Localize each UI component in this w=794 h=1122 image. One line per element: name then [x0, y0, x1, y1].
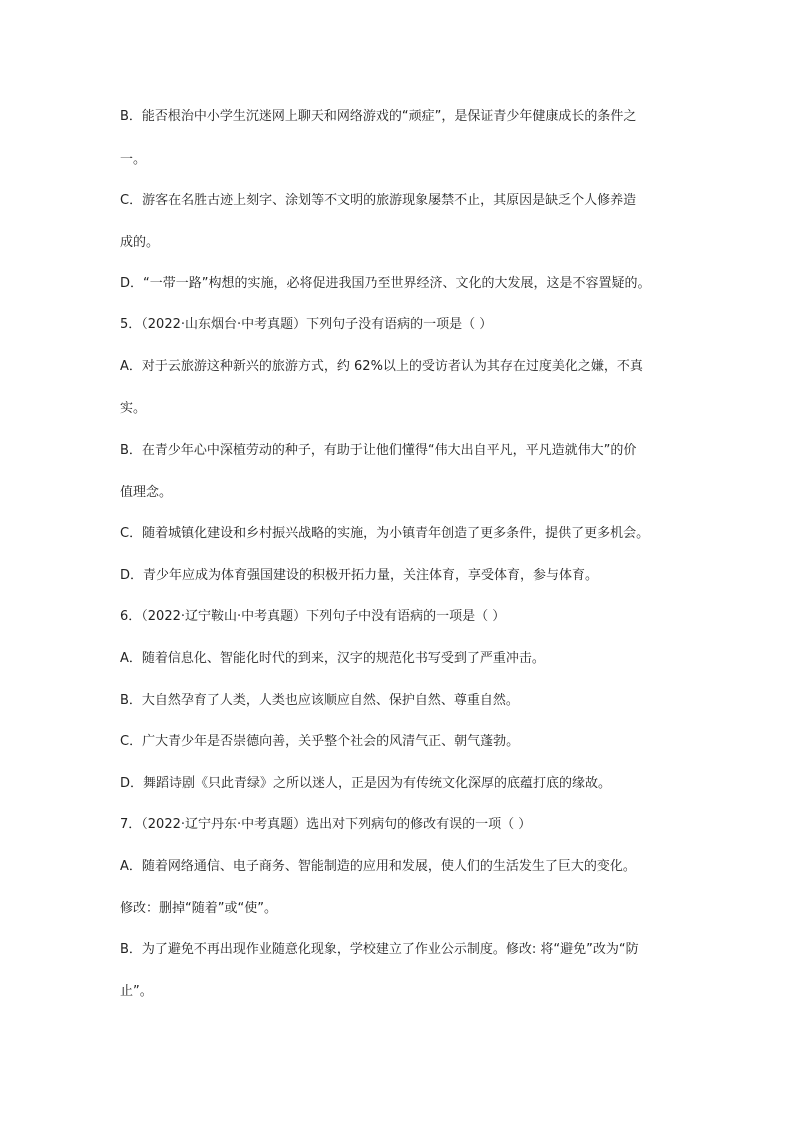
question-5-stem: 5．（2022·山东烟台·中考真题）下列句子没有语病的一项是（ ） — [120, 317, 493, 332]
option-d-line: D．“一带一路”构想的实施，必将促进我国乃至世界经济、文化的大发展，这是不容置疑的。 — [120, 276, 651, 291]
q7-option-b-line-2: 止”。 — [120, 984, 153, 999]
q5-option-b-line-2: 值理念。 — [120, 485, 173, 500]
q7-option-a-line: A．随着网络通信、电子商务、智能制造的应用和发展，使人们的生活发生了巨大的变化。 — [120, 859, 636, 874]
q6-option-a-line: A．随着信息化、智能化时代的到来，汉字的规范化书写受到了严重冲击。 — [120, 651, 545, 666]
q5-option-a-line-2: 实。 — [120, 401, 147, 416]
q6-option-c-line: C．广大青少年是否崇德向善，关乎整个社会的风清气正、朝气蓬勃。 — [120, 734, 520, 749]
question-7-stem: 7．（2022·辽宁丹东·中考真题）选出对下列病句的修改有误的一项（ ） — [120, 817, 532, 832]
q7-option-b-line-1: B．为了避免不再出现作业随意化现象，学校建立了作业公示制度。修改: 将“避免”改为“防 — [120, 942, 639, 957]
q6-option-d-line: D．舞蹈诗剧《只此青绿》之所以迷人，正是因为有传统文化深厚的底蕴打底的缘故。 — [120, 776, 612, 791]
option-c-line-1: C．游客在名胜古迹上刻字、涂划等不文明的旅游现象屡禁不止，其原因是缺乏个人修养造 — [120, 193, 637, 208]
option-b-line-2: 一。 — [120, 152, 147, 167]
q5-option-b-line-1: B．在青少年心中深植劳动的种子，有助于让他们懂得“伟大出自平凡，平凡造就伟大”的价 — [120, 443, 637, 458]
q5-option-c-line: C．随着城镇化建设和乡村振兴战略的实施，为小镇青年创造了更多条件，提供了更多机会。 — [120, 526, 650, 541]
q5-option-a-line-1: A．对于云旅游这种新兴的旅游方式，约 62%以上的受访者认为其存在过度美化之嫌，不真 — [120, 359, 643, 374]
question-6-stem: 6．（2022·辽宁鞍山·中考真题）下列句子中没有语病的一项是（ ） — [120, 609, 506, 624]
q7-option-a-revision: 修改：删掉“随着”或“使”。 — [120, 901, 277, 916]
option-b-line-1: B．能否根治中小学生沉迷网上聊天和网络游戏的“顽症”，是保证青少年健康成长的条件之 — [120, 109, 637, 124]
q6-option-b-line: B．大自然孕育了人类，人类也应该顺应自然、保护自然、尊重自然。 — [120, 693, 519, 708]
option-c-line-2: 成的。 — [120, 235, 160, 250]
q5-option-d-line: D．青少年应成为体育强国建设的积极开拓力量，关注体育，享受体育，参与体育。 — [120, 568, 599, 583]
